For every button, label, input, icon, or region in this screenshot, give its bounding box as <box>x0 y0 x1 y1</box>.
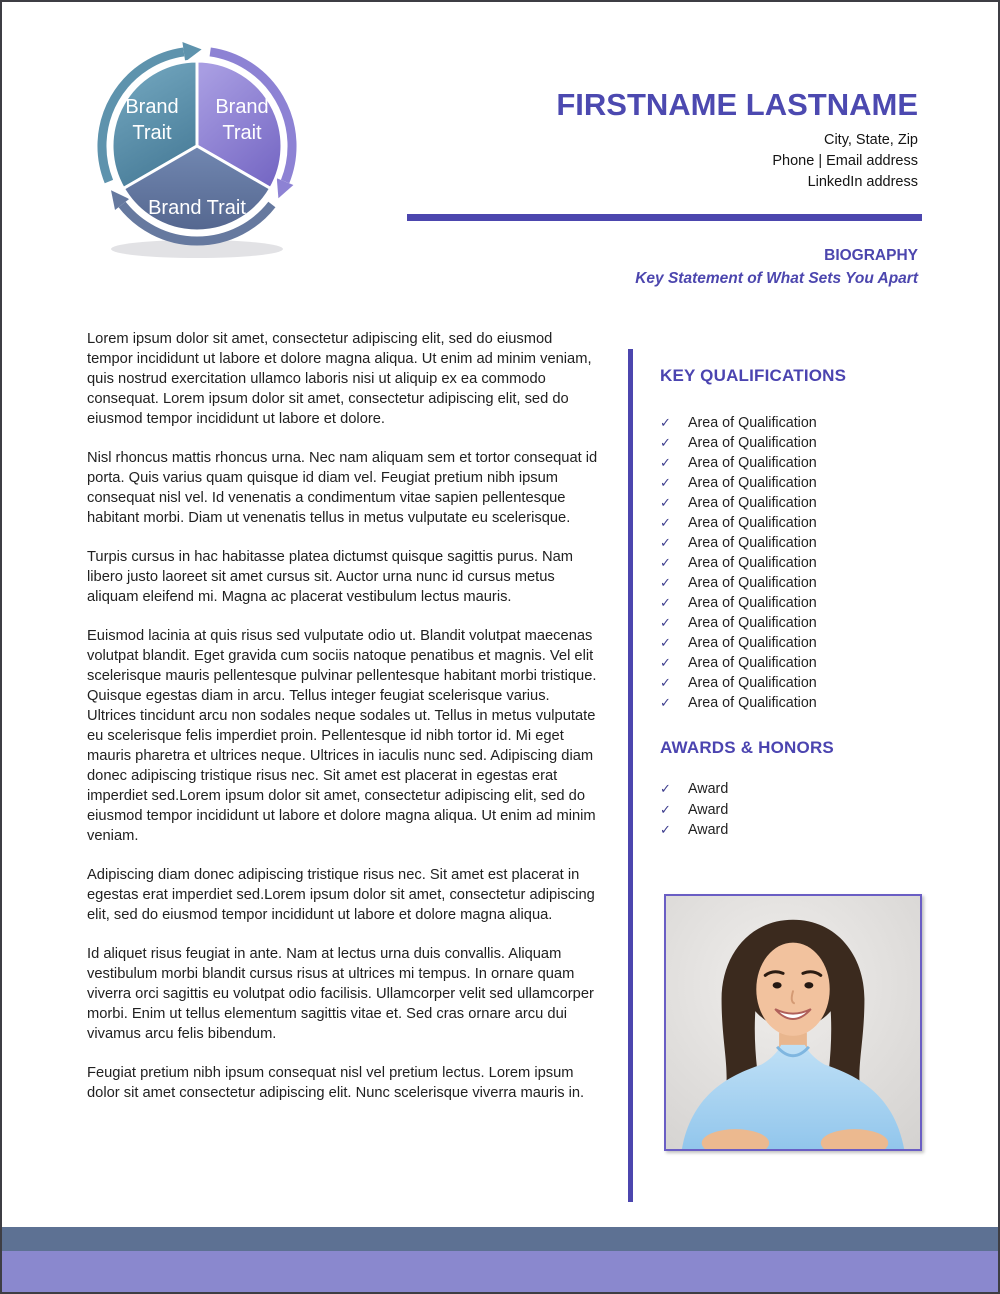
qualification-item <box>660 633 932 653</box>
segment-label-right-line1: Brand <box>215 96 269 118</box>
check-icon: ✓ <box>660 615 671 630</box>
qualification-label: Area of Qualification <box>688 515 817 531</box>
qualification-item <box>660 473 932 493</box>
qualification-label: Area of Qualification <box>688 675 817 691</box>
segment-label-bottom: Brand Trait <box>148 197 246 219</box>
footer-purple-band <box>2 1251 998 1292</box>
check-icon: ✓ <box>660 435 671 450</box>
qualification-label: Area of Qualification <box>688 435 817 451</box>
face <box>756 943 829 1036</box>
key-statement: Key Statement of What Sets You Apart <box>635 270 918 287</box>
qualification-label: Area of Qualification <box>688 635 817 651</box>
check-icon: ✓ <box>660 801 671 817</box>
check-icon: ✓ <box>660 675 671 690</box>
check-icon: ✓ <box>660 595 671 610</box>
check-icon: ✓ <box>660 695 671 710</box>
qualification-item <box>660 553 932 573</box>
teal-arrowhead-icon <box>182 42 201 62</box>
portrait-photo <box>664 894 922 1151</box>
qualification-label: Area of Qualification <box>688 415 817 431</box>
award-item <box>660 800 932 821</box>
bio-paragraph: Nisl rhoncus mattis rhoncus urna. Nec nam aliquam sem et tortor consequat id porta. Quis varius quam quisque id diam vel. Feugiat pretium nibh ipsum consequat nisl vel. Id venenatis a condimentum vitae sapien pellentesque habitant morbi. Diam ut venenatis tellus in metus vulputate eu scelerisque. <box>87 450 598 526</box>
qualification-item <box>660 453 932 473</box>
contact-line: Phone | Email address <box>772 152 918 169</box>
right-eye <box>804 982 813 988</box>
bio-paragraph: Feugiat pretium nibh ipsum consequat nisl vel pretium lectus. Lorem ipsum dolor sit amet consectetur adipiscing elit. Nunc scelerisque viverra mauris in. <box>87 1065 585 1101</box>
qualification-item <box>660 693 932 713</box>
award-label: Award <box>688 781 729 797</box>
award-label: Award <box>688 822 729 838</box>
check-icon: ✓ <box>660 535 671 550</box>
qualification-item <box>660 573 932 593</box>
qualification-label: Area of Qualification <box>688 555 817 571</box>
qualifications-list <box>660 413 932 713</box>
qualification-label: Area of Qualification <box>688 475 817 491</box>
column-divider <box>628 349 633 1202</box>
qualification-item <box>660 653 932 673</box>
qualification-item <box>660 493 932 513</box>
qualification-label: Area of Qualification <box>688 455 817 471</box>
brand-traits-diagram <box>86 32 308 264</box>
qualification-label: Area of Qualification <box>688 655 817 671</box>
check-icon: ✓ <box>660 655 671 670</box>
qualification-item <box>660 433 932 453</box>
contact-line: City, State, Zip <box>823 131 918 148</box>
qualification-item <box>660 513 932 533</box>
check-icon: ✓ <box>660 515 671 530</box>
biography-body <box>87 329 599 1122</box>
qualification-label: Area of Qualification <box>688 615 817 631</box>
segment-label-left-line2: Trait <box>132 122 172 144</box>
biography-heading: BIOGRAPHY <box>824 247 918 264</box>
qualification-label: Area of Qualification <box>688 495 817 511</box>
sidebar <box>660 366 932 841</box>
footer-slate-band <box>2 1227 998 1251</box>
contact-info <box>382 130 918 193</box>
check-icon: ✓ <box>660 415 671 430</box>
check-icon: ✓ <box>660 575 671 590</box>
contact-line: LinkedIn address <box>807 173 918 190</box>
check-icon: ✓ <box>660 555 671 570</box>
award-label: Award <box>688 801 729 818</box>
check-icon: ✓ <box>660 475 671 490</box>
awards-list <box>660 779 932 841</box>
left-eye <box>773 982 782 988</box>
check-icon: ✓ <box>660 822 671 837</box>
award-item <box>660 820 932 841</box>
qualification-item <box>660 533 932 553</box>
qualification-label: Area of Qualification <box>688 595 817 611</box>
check-icon: ✓ <box>660 635 671 650</box>
awards-honors-heading: AWARDS & HONORS <box>660 738 834 757</box>
segment-label-right-line2: Trait <box>222 122 262 144</box>
key-qualifications-heading: KEY QUALIFICATIONS <box>660 366 847 385</box>
bio-paragraph: Euismod lacinia at quis risus sed vulputate odio ut. Blandit volutpat maecenas volutpat blandit. Eget gravida cum sociis natoque penatibus et magnis. Vel elit scelerisque mauris pellentesque pulvinar pellentesque habitant morbi tristique. Quisque egestas diam in arcu. Tellus integer feugiat scelerisque varius. Ultrices tincidunt arcu non sodales neque sodales ut. Tellus in metus vulputate eu scelerisque felis imperdiet proin. Pellentesque id nibh tortor id. Mi eget mauris pharetra et ultrices neque. Ultrices in iaculis nunc sed. Adipiscing diam donec adipiscing tristique risus nec. Sit amet est placerat in egestas erat imperdiet sed.Lorem ipsum dolor sit amet, consectetur adipiscing elit, sed do eiusmod tempor incididunt ut labore et dolore magna aliqua. Ut enim ad minim veniam. <box>87 628 597 844</box>
qualification-item <box>660 593 932 613</box>
check-icon: ✓ <box>660 781 671 796</box>
qualification-item <box>660 413 932 433</box>
bio-paragraph: Lorem ipsum dolor sit amet, consectetur adipiscing elit, sed do eiusmod tempor incididunt ut labore et dolore magna aliqua. Ut enim ad minim veniam, quis nostrud exercitation ullamco laboris nisi ut aliquip ex ea commodo consequat. Lorem ipsum dolor sit amet, consectetur adipiscing elit, sed do eiusmod tempor incididunt ut labore et dolore. <box>87 331 592 427</box>
bio-paragraph: Id aliquet risus feugiat in ante. Nam at lectus urna duis convallis. Aliquam vestibulum morbi blandit cursus risus at ultrices mi tempus. In ornare quam viverra orci sagittis eu volutpat odio facilisis. Ullamcorper velit sed ullamcorper morbi. Enim ut tellus elementum sagittis vitae et. Sed cras ornare arcu dui vivamus arcu felis bibendum. <box>87 946 594 1042</box>
qualification-item <box>660 613 932 633</box>
bio-paragraph: Turpis cursus in hac habitasse platea dictumst quisque sagittis purus. Nam libero justo laoreet sit amet cursus sit. Auctor urna nunc id cursus metus aliquam eleifend mi. Magna ac placerat vestibulum lectus mauris. <box>87 549 574 605</box>
qualification-item <box>660 673 932 693</box>
header <box>382 88 918 193</box>
award-item <box>660 779 932 800</box>
check-icon: ✓ <box>660 455 671 470</box>
qualification-label: Area of Qualification <box>688 695 817 711</box>
qualification-label: Area of Qualification <box>688 575 817 591</box>
qualification-label: Area of Qualification <box>688 535 817 551</box>
header-rule <box>407 214 922 221</box>
segment-label-left-line1: Brand <box>125 96 179 118</box>
person-name: FIRSTNAME LASTNAME <box>556 87 918 122</box>
check-icon: ✓ <box>660 495 671 510</box>
bio-paragraph: Adipiscing diam donec adipiscing tristique risus nec. Sit amet est placerat in egestas erat imperdiet sed.Lorem ipsum dolor sit amet, consectetur adipiscing elit, sed do eiusmod tempor incididunt ut labore et dolore magna aliqua. <box>87 867 595 923</box>
